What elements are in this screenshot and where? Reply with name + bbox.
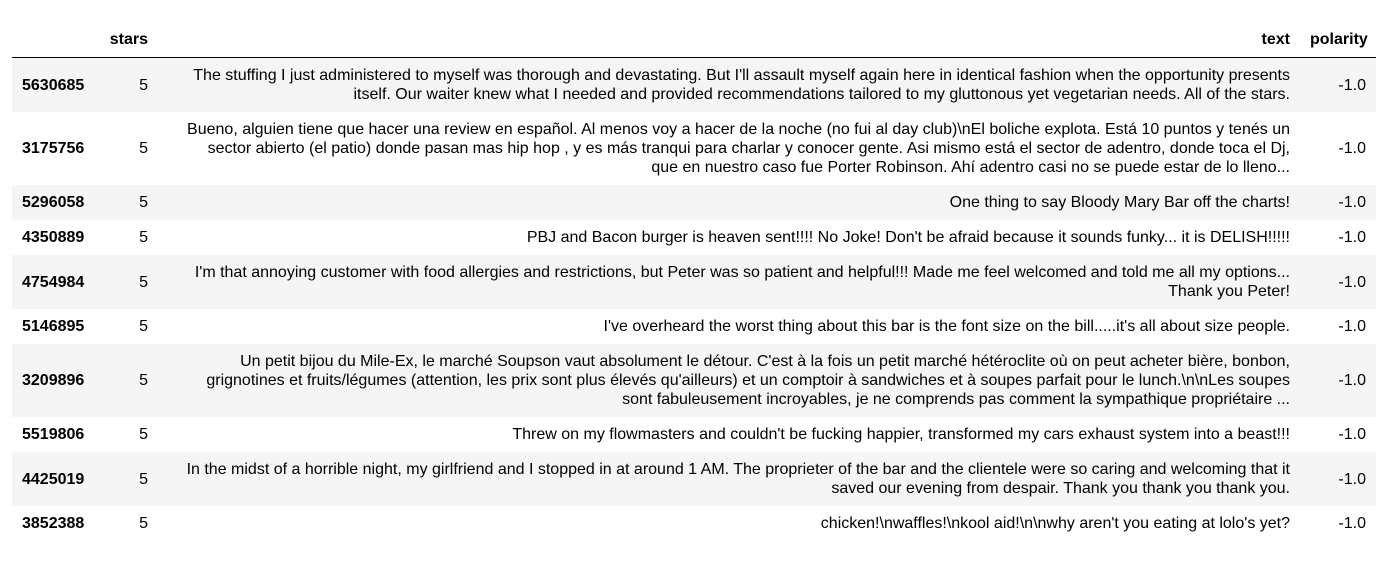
table-row xyxy=(12,344,1376,417)
polarity-cell: -1.0 xyxy=(1338,470,1366,488)
polarity-header: polarity xyxy=(1300,24,1376,58)
row-index: 3209896 xyxy=(22,372,85,389)
row-index: 5146895 xyxy=(22,318,85,335)
table-row xyxy=(12,255,1376,309)
stars-cell: 5 xyxy=(139,140,148,157)
text-header: text xyxy=(158,24,1300,58)
polarity-cell: -1.0 xyxy=(1338,194,1366,211)
table-header xyxy=(12,24,1376,58)
text-cell: I've overheard the worst thing about this bar is the font size on the bill.....it's all about size people. xyxy=(603,318,1290,335)
stars-header: stars xyxy=(98,24,158,58)
polarity-cell: -1.0 xyxy=(1338,515,1366,532)
text-cell: Un petit bijou du Mile-Ex, le marché Soupson vaut absolument le détour. C'est à la fois un petit marché hétéroclite où on peut acheter bière, bonbon, grignotines et fruits/légumes (attention, les prix sont plus élevés qu'ailleurs) et un comptoir à sandwiches et à soupes parfait pour le lunch.\n\nLes soupes sont fabuleusement incroyables, je ne comprends pas comment la sympathique propriétaire ... xyxy=(206,353,1290,408)
stars-cell: 5 xyxy=(139,470,148,488)
table-row xyxy=(12,309,1376,344)
stars-cell: 5 xyxy=(139,372,148,389)
text-cell: PBJ and Bacon burger is heaven sent!!!! No Joke! Don't be afraid because it sounds funky... it is DELISH!!!!! xyxy=(526,229,1290,246)
row-index: 5296058 xyxy=(22,194,85,211)
row-index: 3852388 xyxy=(22,515,85,532)
stars-cell: 5 xyxy=(139,76,148,94)
row-index: 4425019 xyxy=(22,470,85,488)
polarity-cell: -1.0 xyxy=(1338,140,1366,157)
row-index: 5630685 xyxy=(22,76,85,94)
text-cell: Threw on my flowmasters and couldn't be fucking happier, transformed my cars exhaust system into a beast!!! xyxy=(512,426,1290,443)
table-row xyxy=(12,58,1376,113)
polarity-cell: -1.0 xyxy=(1338,318,1366,335)
row-index: 5519806 xyxy=(22,426,85,443)
table-row xyxy=(12,220,1376,255)
index-header xyxy=(12,24,98,58)
polarity-cell: -1.0 xyxy=(1338,273,1366,291)
text-cell: Bueno, alguien tiene que hacer una review en español. Al menos voy a hacer de la noche (no fui al day club)\nEl boliche explota. Está 10 puntos y tenés un sector abierto (el patio) donde pasan mas hip hop , y es más tranqui para charlar y conocer gente. Asi mismo está el sector de adentro, donde toca el Dj, que en nuestro caso fue Porter Robinson. Ahí adentro casi no se puede estar de lo lleno... xyxy=(187,121,1290,176)
polarity-cell: -1.0 xyxy=(1338,229,1366,246)
header-row xyxy=(12,24,1376,58)
polarity-cell: -1.0 xyxy=(1338,426,1366,443)
stars-cell: 5 xyxy=(139,273,148,291)
polarity-cell: -1.0 xyxy=(1338,76,1366,94)
table-row xyxy=(12,112,1376,185)
stars-cell: 5 xyxy=(139,229,148,246)
text-cell: chicken!\nwaffles!\nkool aid!\n\nwhy aren't you eating at lolo's yet? xyxy=(820,515,1290,532)
stars-cell: 5 xyxy=(139,318,148,335)
row-index: 4754984 xyxy=(22,273,85,291)
table-row xyxy=(12,506,1376,541)
stars-cell: 5 xyxy=(139,194,148,211)
text-cell: The stuffing I just administered to myself was thorough and devastating. But I'll assault myself again here in identical fashion when the opportunity presents itself. Our waiter knew what I needed and provided recommendations tailored to my gluttonous yet vegetarian needs. All of the stars. xyxy=(193,67,1290,103)
table-row xyxy=(12,185,1376,220)
stars-cell: 5 xyxy=(139,515,148,532)
text-cell: In the midst of a horrible night, my girlfriend and I stopped in at around 1 AM. The proprieter of the bar and the clientele were so caring and welcoming that it saved our evening from despair. Thank you thank you thank you. xyxy=(186,461,1290,497)
row-index: 4350889 xyxy=(22,229,85,246)
polarity-cell: -1.0 xyxy=(1338,372,1366,389)
table-row xyxy=(12,452,1376,506)
text-cell: One thing to say Bloody Mary Bar off the charts! xyxy=(949,194,1290,211)
stars-cell: 5 xyxy=(139,426,148,443)
table-body xyxy=(12,58,1376,542)
text-cell: I'm that annoying customer with food allergies and restrictions, but Peter was so patient and helpful!!! Made me feel welcomed and told me all my options... Thank you Peter! xyxy=(194,264,1290,300)
row-index: 3175756 xyxy=(22,140,85,157)
dataframe-container xyxy=(12,24,1376,541)
dataframe-table xyxy=(12,24,1376,541)
table-row xyxy=(12,417,1376,452)
